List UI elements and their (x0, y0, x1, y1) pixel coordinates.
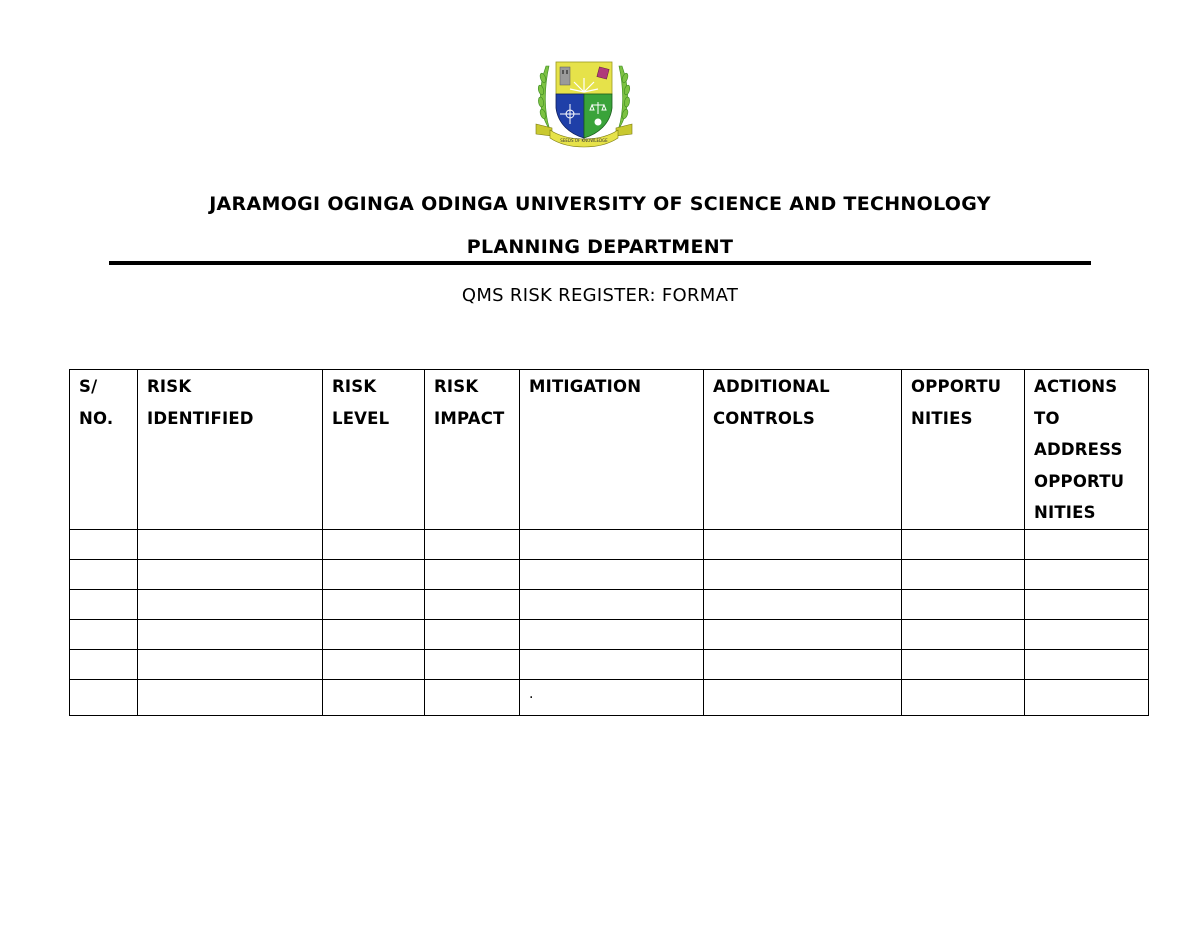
column-header-additional-controls: ADDITIONAL CONTROLS (704, 370, 902, 530)
table-cell[interactable] (70, 590, 138, 620)
table-cell[interactable] (1025, 680, 1149, 716)
column-header-actions-to-address-opportunities: ACTIONS TO ADDRESS OPPORTU NITIES (1025, 370, 1149, 530)
table-row (70, 650, 1149, 680)
table-cell[interactable] (704, 650, 902, 680)
risk-register-table (69, 369, 1149, 716)
column-header-mitigation: MITIGATION (520, 370, 704, 530)
table-cell[interactable]: . (520, 680, 704, 716)
table-cell[interactable] (425, 680, 520, 716)
table-cell[interactable] (323, 620, 425, 650)
table-cell[interactable] (1025, 530, 1149, 560)
table-cell[interactable] (704, 530, 902, 560)
table-row (70, 620, 1149, 650)
university-name: JARAMOGI OGINGA ODINGA UNIVERSITY OF SCIENCE AND TECHNOLOGY (209, 193, 991, 215)
table-cell[interactable] (704, 590, 902, 620)
table-cell[interactable] (902, 620, 1025, 650)
table-cell[interactable] (520, 530, 704, 560)
table-cell[interactable] (704, 560, 902, 590)
table-cell[interactable] (70, 620, 138, 650)
table-cell[interactable] (70, 530, 138, 560)
column-header-risk-impact: RISK IMPACT (425, 370, 520, 530)
table-cell[interactable] (70, 680, 138, 716)
table-cell[interactable] (704, 620, 902, 650)
table-cell[interactable] (323, 530, 425, 560)
table-cell[interactable] (323, 560, 425, 590)
table-cell[interactable] (902, 530, 1025, 560)
table-cell[interactable] (425, 530, 520, 560)
document-title: QMS RISK REGISTER: FORMAT (461, 285, 739, 306)
table-cell[interactable] (520, 560, 704, 590)
table-cell[interactable] (138, 650, 323, 680)
table-cell[interactable] (70, 650, 138, 680)
table-cell[interactable] (425, 650, 520, 680)
table-cell[interactable] (323, 650, 425, 680)
table-cell[interactable] (138, 560, 323, 590)
table-row (70, 590, 1149, 620)
table-row (70, 560, 1149, 590)
table-cell[interactable] (902, 680, 1025, 716)
university-crest-logo (532, 58, 636, 150)
table-cell[interactable] (425, 620, 520, 650)
header-divider (109, 261, 1091, 265)
table-cell[interactable] (1025, 620, 1149, 650)
laurel-left-icon (537, 66, 550, 130)
table-cell[interactable] (902, 650, 1025, 680)
table-header-row (70, 370, 1149, 530)
table-cell[interactable] (138, 530, 323, 560)
svg-text:SEEDS OF KNOWLEDGE: SEEDS OF KNOWLEDGE (560, 138, 608, 143)
table-cell[interactable] (1025, 650, 1149, 680)
table-cell[interactable] (1025, 590, 1149, 620)
column-header-opportunities: OPPORTU NITIES (902, 370, 1025, 530)
table-cell[interactable] (902, 560, 1025, 590)
column-header-risk-level: RISK LEVEL (323, 370, 425, 530)
table-cell[interactable] (323, 590, 425, 620)
table-cell[interactable] (704, 680, 902, 716)
table-cell[interactable] (138, 590, 323, 620)
table-cell[interactable] (425, 560, 520, 590)
table-row (70, 530, 1149, 560)
table-cell[interactable] (138, 620, 323, 650)
table-cell[interactable] (520, 620, 704, 650)
table-cell[interactable] (70, 560, 138, 590)
table-cell[interactable] (425, 590, 520, 620)
column-header-risk-identified: RISK IDENTIFIED (138, 370, 323, 530)
laurel-right-icon (618, 66, 631, 130)
table-cell[interactable] (520, 650, 704, 680)
table-cell[interactable] (138, 680, 323, 716)
department-name: PLANNING DEPARTMENT (466, 236, 734, 258)
table-cell[interactable] (520, 590, 704, 620)
table-row (70, 680, 1149, 716)
column-header-sno: S/ NO. (70, 370, 138, 530)
table-cell[interactable] (902, 590, 1025, 620)
table-cell[interactable] (323, 680, 425, 716)
table-cell[interactable] (1025, 560, 1149, 590)
